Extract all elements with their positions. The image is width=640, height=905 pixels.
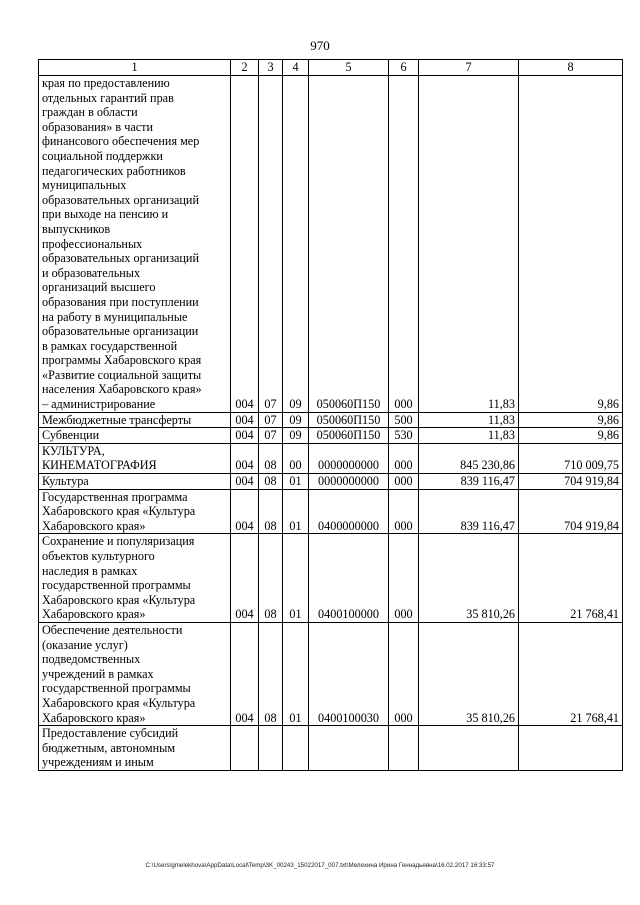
cell-col-5 <box>309 726 389 771</box>
cell-col-6: 530 <box>389 428 419 444</box>
cell-col-2: 004 <box>231 443 259 473</box>
cell-col-3: 08 <box>259 474 283 490</box>
cell-col-4: 01 <box>283 474 309 490</box>
cell-col-3: 08 <box>259 489 283 534</box>
cell-col-2: 004 <box>231 489 259 534</box>
description-line: образования при поступлении <box>42 294 199 309</box>
description-line: Хабаровского края «Культура <box>42 592 196 607</box>
table-row <box>39 489 623 534</box>
description-line: на работу в муниципальные <box>42 309 188 324</box>
description-line: выпускников <box>42 221 111 236</box>
row-description <box>39 76 231 413</box>
cell-col-8: 9,86 <box>519 428 623 444</box>
row-description <box>39 726 231 771</box>
cell-col-3 <box>259 726 283 771</box>
column-header-3: 3 <box>259 60 283 76</box>
cell-col-4: 00 <box>283 443 309 473</box>
cell-col-6: 000 <box>389 76 419 413</box>
cell-col-8: 21 768,41 <box>519 622 623 725</box>
cell-col-2: 004 <box>231 428 259 444</box>
budget-table <box>38 59 623 771</box>
cell-col-8: 704 919,84 <box>519 489 623 534</box>
column-header-7: 7 <box>419 60 519 76</box>
row-description <box>39 534 231 623</box>
cell-col-6: 000 <box>389 489 419 534</box>
cell-col-7: 35 810,26 <box>419 622 519 725</box>
table-row <box>39 76 623 413</box>
cell-col-3: 08 <box>259 443 283 473</box>
cell-col-8: 710 009,75 <box>519 443 623 473</box>
description-line: программы Хабаровского края <box>42 353 202 368</box>
table-row <box>39 622 623 725</box>
description-line: Культура <box>42 474 89 489</box>
description-line: отдельных гарантий прав <box>42 90 174 105</box>
cell-col-2 <box>231 726 259 771</box>
description-line: Субвенции <box>42 428 100 443</box>
cell-col-6: 000 <box>389 474 419 490</box>
description-line: населения Хабаровского края» <box>42 382 202 397</box>
cell-col-2: 004 <box>231 412 259 428</box>
description-line: Межбюджетные трансферты <box>42 412 192 427</box>
cell-col-7: 839 116,47 <box>419 489 519 534</box>
cell-col-4: 09 <box>283 412 309 428</box>
cell-col-3: 08 <box>259 534 283 623</box>
description-line: учреждений в рамках <box>42 666 154 681</box>
description-line: образовательных организаций <box>42 251 199 266</box>
cell-col-7 <box>419 726 519 771</box>
description-line: педагогических работников <box>42 163 186 178</box>
column-header-1: 1 <box>39 60 231 76</box>
cell-col-3: 07 <box>259 428 283 444</box>
cell-col-4: 09 <box>283 76 309 413</box>
description-line: образования» в части <box>42 119 154 134</box>
description-line: Хабаровского края» <box>42 710 146 725</box>
description-line: Хабаровского края «Культура <box>42 695 196 710</box>
description-line: КИНЕМАТОГРАФИЯ <box>42 458 157 473</box>
column-header-6: 6 <box>389 60 419 76</box>
description-line: (оказание услуг) <box>42 637 128 652</box>
cell-col-8: 704 919,84 <box>519 474 623 490</box>
table-body <box>39 76 623 771</box>
cell-col-7: 35 810,26 <box>419 534 519 623</box>
cell-col-5: 0400100000 <box>309 534 389 623</box>
cell-col-2: 004 <box>231 622 259 725</box>
cell-col-3: 07 <box>259 76 283 413</box>
cell-col-6: 000 <box>389 622 419 725</box>
cell-col-8: 9,86 <box>519 76 623 413</box>
row-description <box>39 443 231 473</box>
row-description <box>39 412 231 428</box>
cell-col-4: 01 <box>283 489 309 534</box>
cell-col-6: 000 <box>389 534 419 623</box>
description-line: «Развитие социальной защиты <box>42 367 202 382</box>
description-line: Обеспечение деятельности <box>42 622 183 637</box>
cell-col-8: 9,86 <box>519 412 623 428</box>
description-line: государственной программы <box>42 578 191 593</box>
row-description <box>39 474 231 490</box>
column-header-5: 5 <box>309 60 389 76</box>
cell-col-4: 01 <box>283 534 309 623</box>
cell-col-2: 004 <box>231 76 259 413</box>
cell-col-7: 839 116,47 <box>419 474 519 490</box>
description-line: Государственная программа <box>42 489 188 504</box>
description-line: Предоставление субсидий <box>42 726 179 741</box>
cell-col-5: 050060П150 <box>309 76 389 413</box>
cell-col-5: 0000000000 <box>309 474 389 490</box>
cell-col-5: 050060П150 <box>309 412 389 428</box>
cell-col-5: 0400100030 <box>309 622 389 725</box>
cell-col-4: 09 <box>283 428 309 444</box>
description-line: Хабаровского края» <box>42 518 146 533</box>
description-line: Хабаровского края «Культура <box>42 504 196 519</box>
cell-col-6: 000 <box>389 443 419 473</box>
row-description <box>39 489 231 534</box>
cell-col-8: 21 768,41 <box>519 534 623 623</box>
cell-col-3: 08 <box>259 622 283 725</box>
description-line: учреждениям и иным <box>42 755 154 770</box>
row-description <box>39 622 231 725</box>
cell-col-7: 11,83 <box>419 428 519 444</box>
cell-col-8 <box>519 726 623 771</box>
cell-col-7: 11,83 <box>419 412 519 428</box>
cell-col-7: 11,83 <box>419 76 519 413</box>
description-line: граждан в области <box>42 105 138 120</box>
column-header-2: 2 <box>231 60 259 76</box>
table-row <box>39 474 623 490</box>
column-header-8: 8 <box>519 60 623 76</box>
description-line: социальной поддержки <box>42 148 163 163</box>
row-description <box>39 428 231 444</box>
description-line: Хабаровского края» <box>42 607 146 622</box>
footer-path: C:\Users\gmelekhova\AppData\Local\Temp\3K_00243_15022017_007.txt\Мелехина Ирина Геннадьевна\16.02.2017 16:33:57 <box>145 862 495 869</box>
cell-col-3: 07 <box>259 412 283 428</box>
description-line: бюджетным, автономным <box>42 740 176 755</box>
description-line: образовательные организации <box>42 324 199 339</box>
description-line: при выходе на пенсию и <box>42 207 169 222</box>
cell-col-5: 0400000000 <box>309 489 389 534</box>
description-line: в рамках государственной <box>42 338 178 353</box>
cell-col-4: 01 <box>283 622 309 725</box>
table-row <box>39 534 623 623</box>
page-number: 970 <box>310 38 330 53</box>
cell-col-5: 050060П150 <box>309 428 389 444</box>
description-line: объектов культурного <box>42 549 155 563</box>
description-line: финансового обеспечения мер <box>42 134 200 149</box>
header-row <box>39 60 623 76</box>
description-line: организаций высшего <box>42 280 156 295</box>
description-line: Сохранение и популяризация <box>42 534 195 549</box>
cell-col-2: 004 <box>231 474 259 490</box>
description-line: подведомственных <box>42 652 141 667</box>
description-line: профессиональных <box>42 236 143 251</box>
table-row <box>39 412 623 428</box>
table-row <box>39 443 623 473</box>
description-line: края по предоставлению <box>42 76 170 90</box>
column-header-4: 4 <box>283 60 309 76</box>
description-line: и образовательных <box>42 265 141 280</box>
description-line: образовательных организаций <box>42 192 199 207</box>
cell-col-4 <box>283 726 309 771</box>
description-line: муниципальных <box>42 178 127 193</box>
description-line: государственной программы <box>42 681 191 696</box>
cell-col-2: 004 <box>231 534 259 623</box>
description-line: наследия в рамках <box>42 563 138 578</box>
table-row <box>39 726 623 771</box>
table-row <box>39 428 623 444</box>
description-line: КУЛЬТУРА, <box>42 443 105 458</box>
cell-col-5: 0000000000 <box>309 443 389 473</box>
description-line: – администрирование <box>42 397 156 412</box>
cell-col-6 <box>389 726 419 771</box>
cell-col-6: 500 <box>389 412 419 428</box>
cell-col-7: 845 230,86 <box>419 443 519 473</box>
